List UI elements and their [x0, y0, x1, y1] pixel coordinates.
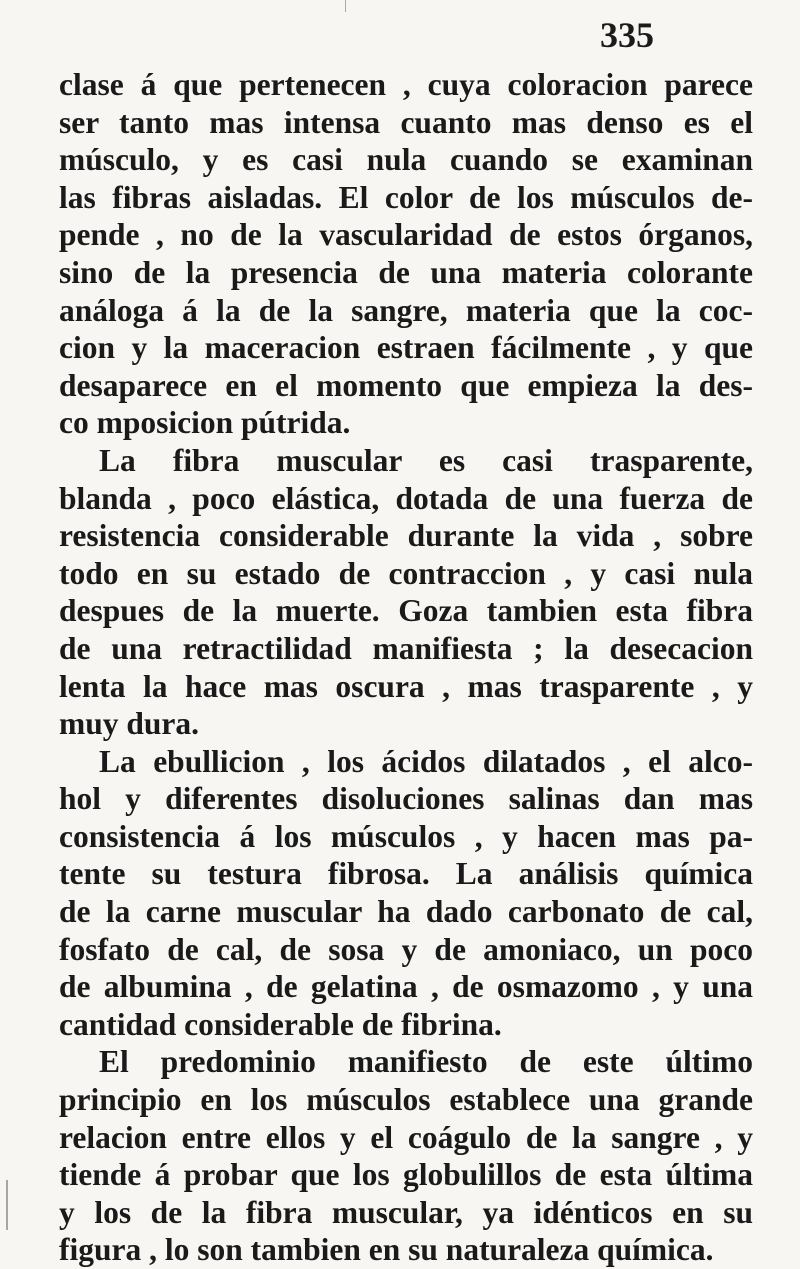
text-line: co mposicion pútrida. [59, 405, 351, 441]
body-text [59, 66, 753, 1269]
text-line: El predominio manifiesto de este último [99, 1044, 753, 1080]
text-line: ser tanto mas intensa cuanto mas denso es el [59, 104, 753, 140]
text-line: de una retractilidad manifiesta ; la desecacion [59, 630, 753, 666]
text-line: clase á que pertenecen , cuya coloracion parece [59, 67, 753, 102]
text-line: relacion entre ellos y el coágulo de la sangre , y [59, 1119, 753, 1155]
text-line: despues de la muerte. Goza tambien esta fibra [59, 593, 753, 629]
margin-binding-mark [6, 1180, 22, 1230]
text-line: fosfato de cal, de sosa y de amoniaco, un poco [59, 931, 753, 967]
text-line: muy dura. [59, 706, 200, 742]
text-line: de la carne muscular ha dado carbonato de cal, [59, 894, 753, 930]
page-number: 335 [600, 15, 654, 55]
text-line: La fibra muscular es casi trasparente, [99, 442, 753, 478]
text-line: todo en su estado de contraccion , y casi nula [59, 555, 753, 591]
text-line: sino de la presencia de una materia colorante [59, 254, 753, 290]
top-edge-mark [345, 0, 346, 12]
text-line: figura , lo son tambien en su naturaleza química. [59, 1232, 714, 1268]
text-line: de albumina , de gelatina , de osmazomo , y una [59, 969, 753, 1005]
text-line: y los de la fibra muscular, ya idénticos en su [59, 1194, 753, 1230]
text-line: principio en los músculos establece una grande [59, 1082, 753, 1118]
text-line: blanda , poco elástica, dotada de una fuerza de [59, 480, 753, 516]
text-line: consistencia á los músculos , y hacen mas pa- [59, 818, 753, 854]
text-line: tiende á probar que los globulillos de esta última [59, 1157, 753, 1193]
text-line: hol y diferentes disoluciones salinas dan mas [59, 781, 753, 817]
text-line: músculo, y es casi nula cuando se examinan [59, 142, 753, 178]
text-line: cion y la maceracion estraen fácilmente , y que [59, 330, 753, 366]
text-line: La ebullicion , los ácidos dilatados , el alco- [99, 743, 753, 779]
text-line: análoga á la de la sangre, materia que la coc- [59, 292, 753, 328]
text-line: pende , no de la vascularidad de estos órganos, [59, 217, 753, 253]
text-line: tente su testura fibrosa. La análisis química [59, 856, 753, 892]
text-line: cantidad considerable de fibrina. [59, 1006, 502, 1042]
text-line: lenta la hace mas oscura , mas trasparente , y [59, 668, 753, 704]
text-line: desaparece en el momento que empieza la des- [59, 367, 753, 403]
text-line: las fibras aisladas. El color de los músculos de- [59, 179, 753, 215]
text-line: resistencia considerable durante la vida , sobre [59, 518, 753, 554]
